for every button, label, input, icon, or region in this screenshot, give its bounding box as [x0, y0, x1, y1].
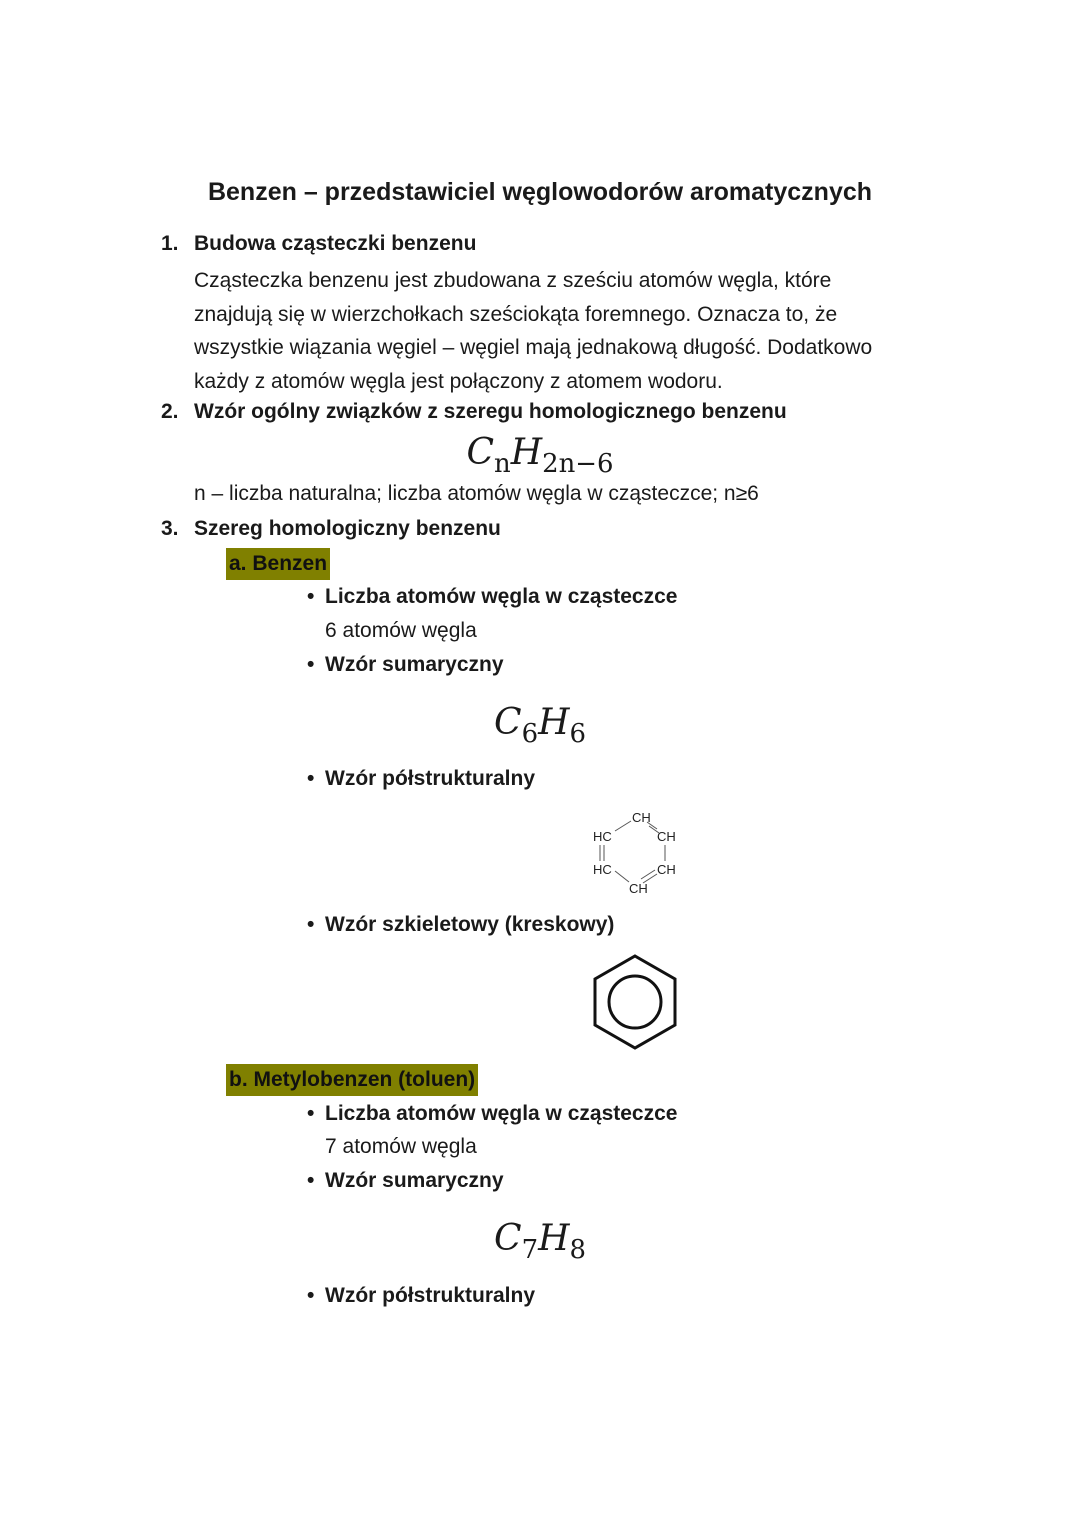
bullet-carbon-count: • Liczba atomów węgla w cząsteczce: [307, 1102, 678, 1125]
bullet-dot: •: [307, 1102, 315, 1125]
paragraph-line: każdy z atomów węgla jest połączony z atomem wodoru.: [194, 370, 723, 394]
bond-line: [615, 821, 631, 831]
page-title: Benzen – przedstawiciel węglowodorów aromatycznych: [207, 178, 873, 206]
bullet-dot: •: [307, 585, 315, 608]
benzene-hexagon: [595, 956, 675, 1048]
bullet-summary-formula: • Wzór sumaryczny: [307, 653, 504, 676]
bullet-dot: •: [307, 1169, 315, 1192]
atom-label: CH: [629, 881, 648, 896]
section-2-number: 2.: [161, 400, 179, 423]
bullet-skeletal: • Wzór szkieletowy (kreskowy): [307, 913, 615, 936]
atom-label: HC: [593, 862, 612, 877]
aromatic-ring-circle: [609, 976, 661, 1028]
atom-label: CH: [657, 862, 676, 877]
bullet-summary-formula: • Wzór sumaryczny: [307, 1169, 504, 1192]
atom-label: CH: [632, 810, 651, 825]
section-1-paragraph: [194, 264, 964, 399]
formula-note: n – liczba naturalna; liczba atomów węgla w cząsteczce; n≥6: [194, 482, 759, 505]
paragraph-line: wszystkie wiązania węgiel – węgiel mają jednakową długość. Dodatkowo: [194, 336, 873, 360]
bullet-semi-structural: • Wzór półstrukturalny: [307, 767, 536, 790]
section-3-heading: Szereg homologiczny benzenu: [194, 517, 501, 540]
bullet-carbon-count: • Liczba atomów węgla w cząsteczce: [307, 585, 678, 608]
bullet-dot: •: [307, 767, 315, 790]
toluene-summary-formula: $C_7H_8$: [494, 1218, 586, 1266]
semi-structural-formula: [585, 807, 690, 899]
section-2-heading: Wzór ogólny związków z szeregu homologicznego benzenu: [194, 400, 787, 423]
section-1-heading: Budowa cząsteczki benzenu: [194, 232, 477, 255]
compound-b-label: b. Metylobenzen (toluen): [226, 1064, 478, 1096]
atom-label: CH: [657, 829, 676, 844]
general-formula: $C_nH_{2n-6}$: [466, 432, 614, 480]
carbon-count-value: 7 atomów węgla: [325, 1135, 477, 1158]
bond-line: [615, 871, 629, 882]
bond-line: [641, 870, 655, 879]
bond-line: [643, 874, 657, 883]
section-3-number: 3.: [161, 517, 179, 540]
skeletal-formula-benzene: [585, 952, 685, 1052]
paragraph-line: znajdują się w wierzchołkach sześciokąta foremnego. Oznacza to, że: [194, 302, 838, 326]
bullet-dot: •: [307, 1284, 315, 1307]
paragraph-line: Cząsteczka benzenu jest zbudowana z sześciu atomów węgla, które: [194, 269, 832, 292]
carbon-count-value: 6 atomów węgla: [325, 619, 477, 642]
section-1-number: 1.: [161, 232, 179, 255]
compound-a-label: a. Benzen: [226, 548, 330, 580]
bullet-dot: •: [307, 913, 315, 936]
benzene-summary-formula: $C_6H_6$: [494, 702, 586, 750]
bullet-dot: •: [307, 653, 315, 676]
bullet-semi-structural: • Wzór półstrukturalny: [307, 1284, 536, 1307]
atom-label: HC: [593, 829, 612, 844]
